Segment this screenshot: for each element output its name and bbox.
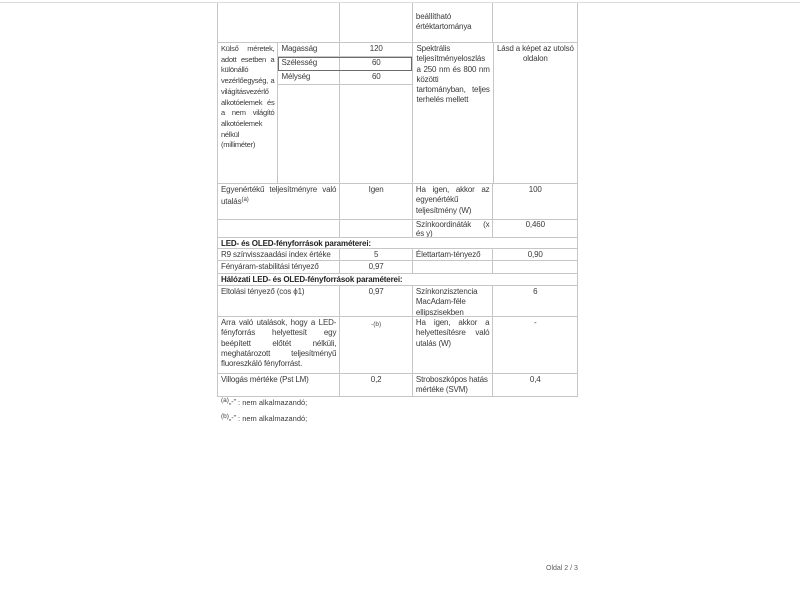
footnote-marker-b: (b) xyxy=(373,321,382,328)
displacement-factor-value: 0,97 xyxy=(340,286,413,316)
dimension-name: Szélesség xyxy=(278,57,340,70)
r9-label: R9 színvisszaadási index értéke xyxy=(218,249,340,260)
spectral-distribution-label: Spektrális teljesítményeloszlás a 250 nm és 800 nm közötti tartományban, teljes terhelés mellett xyxy=(413,43,493,183)
colour-consistency-label: Színkonzisztencia MacAdam-féle ellipszisekben xyxy=(413,286,494,316)
footnote-marker-b: (b) xyxy=(221,413,229,420)
equivalent-power-answer: 100 xyxy=(528,185,542,194)
dimension-name: Magasság xyxy=(278,43,340,56)
table-row xyxy=(218,220,577,238)
table-row xyxy=(218,286,577,317)
colour-consistency-value: 6 xyxy=(533,287,538,296)
mains-led-section-header: Hálózati LED- és OLED-fényforrások paraméterei: xyxy=(221,275,403,284)
section-header-row xyxy=(218,238,577,249)
flicker-value: 0,2 xyxy=(340,374,413,396)
table-row xyxy=(218,184,577,220)
empty-cell xyxy=(493,3,577,42)
table-row xyxy=(218,43,577,184)
equivalent-power-label xyxy=(218,184,340,219)
empty-cell xyxy=(340,3,413,42)
table-row-selected xyxy=(278,57,412,71)
empty-cell xyxy=(218,220,340,237)
table-row xyxy=(218,261,577,274)
not-applicable-ref xyxy=(343,318,409,330)
empty-cell xyxy=(278,85,412,183)
empty-cell xyxy=(413,261,494,273)
dimension-name: Mélység xyxy=(278,71,340,84)
equivalent-power-question: Ha igen, akkor az egyenértékű teljesítmény (W) xyxy=(413,184,494,219)
flux-stability-value: 0,97 xyxy=(340,261,413,273)
empty-cell xyxy=(340,220,413,237)
table-row xyxy=(218,249,577,261)
chromaticity-value: 0,460 xyxy=(525,220,545,229)
table-row xyxy=(218,3,577,43)
setting-range-cell: beállítható értéktartománya xyxy=(413,3,494,42)
dash-value: - xyxy=(371,321,374,328)
spectral-distribution-value: Lásd a képet az utolsó oldalon xyxy=(496,44,574,64)
replacement-answer: - xyxy=(533,318,537,327)
table-row xyxy=(218,317,577,374)
flux-stability-label: Fényáram-stabilitási tényező xyxy=(218,261,340,273)
footnote-marker-a: (a) xyxy=(241,197,249,204)
table-row xyxy=(278,43,412,57)
displacement-factor-label: Eltolási tényező (cos ϕ1) xyxy=(218,286,340,316)
r9-value: 5 xyxy=(340,249,413,260)
footnote-value: „-” xyxy=(228,415,236,422)
footnote-value: „-” xyxy=(228,399,236,406)
page-number: Oldal 2 / 3 xyxy=(546,565,578,572)
dimension-value: 120 xyxy=(369,44,383,53)
flicker-label: Villogás mértéke (Pst LM) xyxy=(218,374,340,396)
dimension-value: 60 xyxy=(371,72,381,81)
chromaticity-label: Színkoordináták (x és y) xyxy=(413,220,494,237)
empty-cell xyxy=(218,3,340,42)
dimensions-subtable xyxy=(278,43,413,183)
footnote-a xyxy=(221,397,307,407)
replacement-claim-label: Arra való utalások, hogy a LED-fényforrás helyettesít egy beépített előtét nélküli, meghatározott teljesítményű fluoreszkáló fényforrást. xyxy=(218,317,340,373)
footnote-text: : nem alkalmazandó; xyxy=(238,414,308,423)
replacement-claim-value xyxy=(340,317,413,373)
replacement-question: Ha igen, akkor a helyettesítésre való utalás (W) xyxy=(413,317,494,373)
table-row xyxy=(218,374,577,397)
stroboscopic-label: Stroboszkópos hatás mértéke (SVM) xyxy=(413,374,494,396)
table-row xyxy=(278,71,412,85)
label-text: Egyenértékű teljesítményre való utalás xyxy=(221,185,337,207)
datasheet-table xyxy=(217,3,578,397)
empty-cell xyxy=(493,261,577,273)
footnote-marker-a: (a) xyxy=(221,397,229,404)
lifetime-factor-value: 0,90 xyxy=(527,250,543,259)
led-section-header: LED- és OLED-fényforrások paraméterei: xyxy=(221,239,371,248)
section-header-row xyxy=(218,274,577,286)
dimension-value: 60 xyxy=(371,58,381,67)
equivalent-power-value: Igen xyxy=(340,184,413,219)
dimensions-label: Külső méretek, adott esetben a különálló vezérlőegység, a világításvezérlő alkotóelemek és a nem világító alkotóelemek nélkül (milliméter) xyxy=(218,43,278,183)
footnote-text: : nem alkalmazandó; xyxy=(238,398,308,407)
footnotes xyxy=(221,397,307,429)
stroboscopic-value: 0,4 xyxy=(529,375,541,384)
footnote-b xyxy=(221,413,307,423)
lifetime-factor-label: Élettartam-tényező xyxy=(413,249,494,260)
